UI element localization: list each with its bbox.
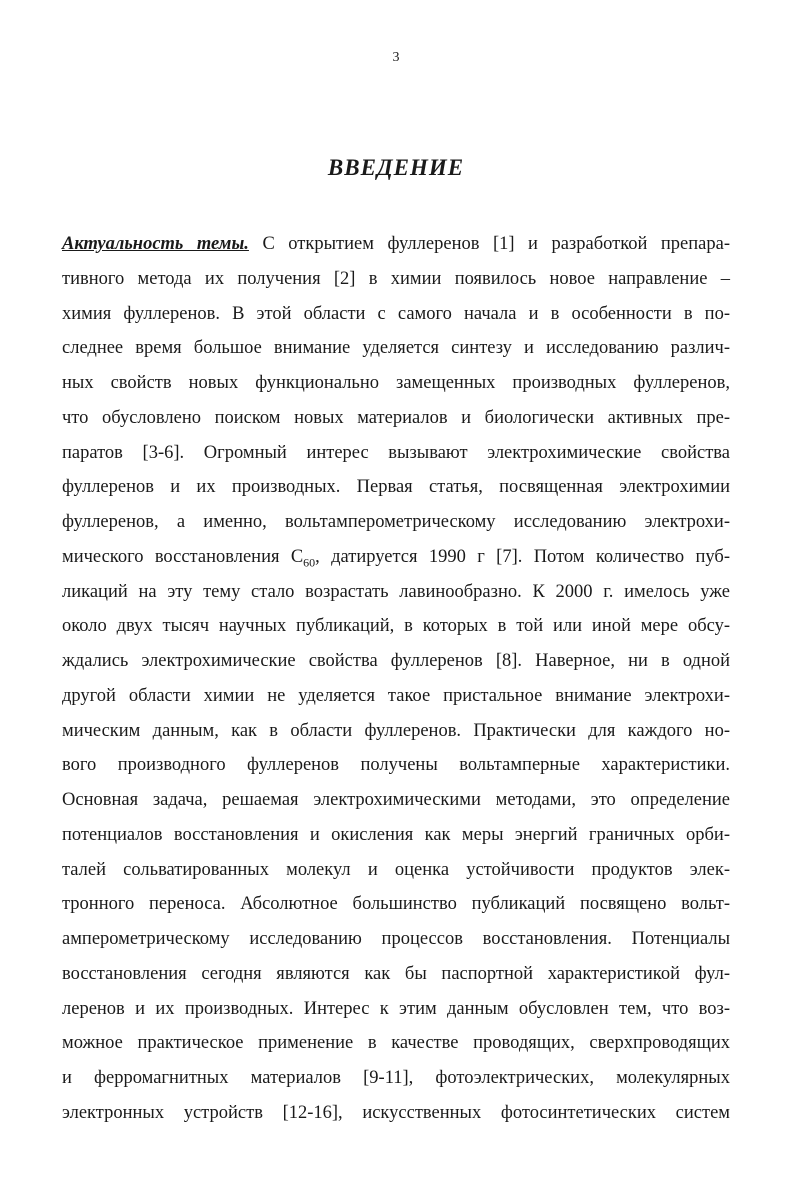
text-line: Основная задача, решаемая электрохимическими методами, это определение: [62, 790, 730, 810]
text-line: фуллеренов, а именно, вольтамперометрическому исследованию электрохи-: [62, 512, 730, 532]
text-line: потенциалов восстановления и окисления как меры энергий граничных орби-: [62, 824, 730, 845]
text-line: и ферромагнитных материалов [9-11], фотоэлектрических, молекулярных: [62, 1068, 730, 1088]
body-paragraph: [62, 227, 730, 1131]
text-line: восстановления сегодня являются как бы паспортной характеристикой фул-: [62, 963, 730, 984]
text-line: паратов [3-6]. Огромный интерес вызывают электрохимические свойства: [62, 442, 730, 463]
text-line: фуллеренов и их производных. Первая статья, посвященная электрохимии: [62, 477, 730, 498]
text-line: тивного метода их получения [2] в химии появилось новое направление –: [62, 268, 730, 289]
text-line: тронного переноса. Абсолютное большинство публикаций посвящено вольт-: [62, 894, 730, 915]
topic-relevance-lead: Актуальность темы.: [62, 234, 249, 254]
text-line: химия фуллеренов. В этой области с самого начала и в особенности в по-: [62, 303, 730, 324]
text-line: Актуальность темы. С открытием фуллеренов [1] и разработкой препара-: [62, 234, 730, 254]
text-line: ликаций на эту тему стало возрастать лавинообразно. К 2000 г. имелось уже: [62, 581, 730, 602]
text-line: леренов и их производных. Интерес к этим данным обусловлен тем, что воз-: [62, 998, 730, 1019]
text-line: талей сольватированных молекул и оценка устойчивости продуктов элек-: [62, 859, 730, 880]
text-line: электронных устройств [12-16], искусственных фотосинтетических систем: [62, 1102, 730, 1123]
text-line: что обусловлено поиском новых материалов и биологически активных пре-: [62, 407, 730, 428]
text-line: мическим данным, как в области фуллеренов. Практически для каждого но-: [62, 720, 730, 741]
text-line: ных свойств новых функционально замещенных производных фуллеренов,: [62, 373, 730, 393]
page-number: 3: [392, 50, 400, 65]
text-line: другой области химии не уделяется такое пристальное внимание электрохи-: [62, 685, 730, 706]
text-line: можное практическое применение в качестве проводящих, сверхпроводящих: [62, 1033, 730, 1054]
text-line: мического восстановления $C_{60}$, датируется 1990 г [7]. Потом количество пуб-: [62, 546, 731, 570]
text-line: амперометрическому исследованию процессов восстановления. Потенциалы: [62, 929, 730, 949]
section-heading: ВВЕДЕНИЕ: [327, 155, 465, 180]
text-line: ждались электрохимические свойства фуллеренов [8]. Наверное, ни в одной: [62, 651, 730, 671]
text-line: вого производного фуллеренов получены вольтамперные характеристики.: [62, 755, 730, 776]
text-line: около двух тысяч научных публикаций, в которых в той или иной мере обсу-: [62, 616, 730, 637]
c60-subscript: 60: [303, 555, 316, 570]
text-line: следнее время большое внимание уделяется синтезу и исследованию различ-: [62, 338, 730, 359]
